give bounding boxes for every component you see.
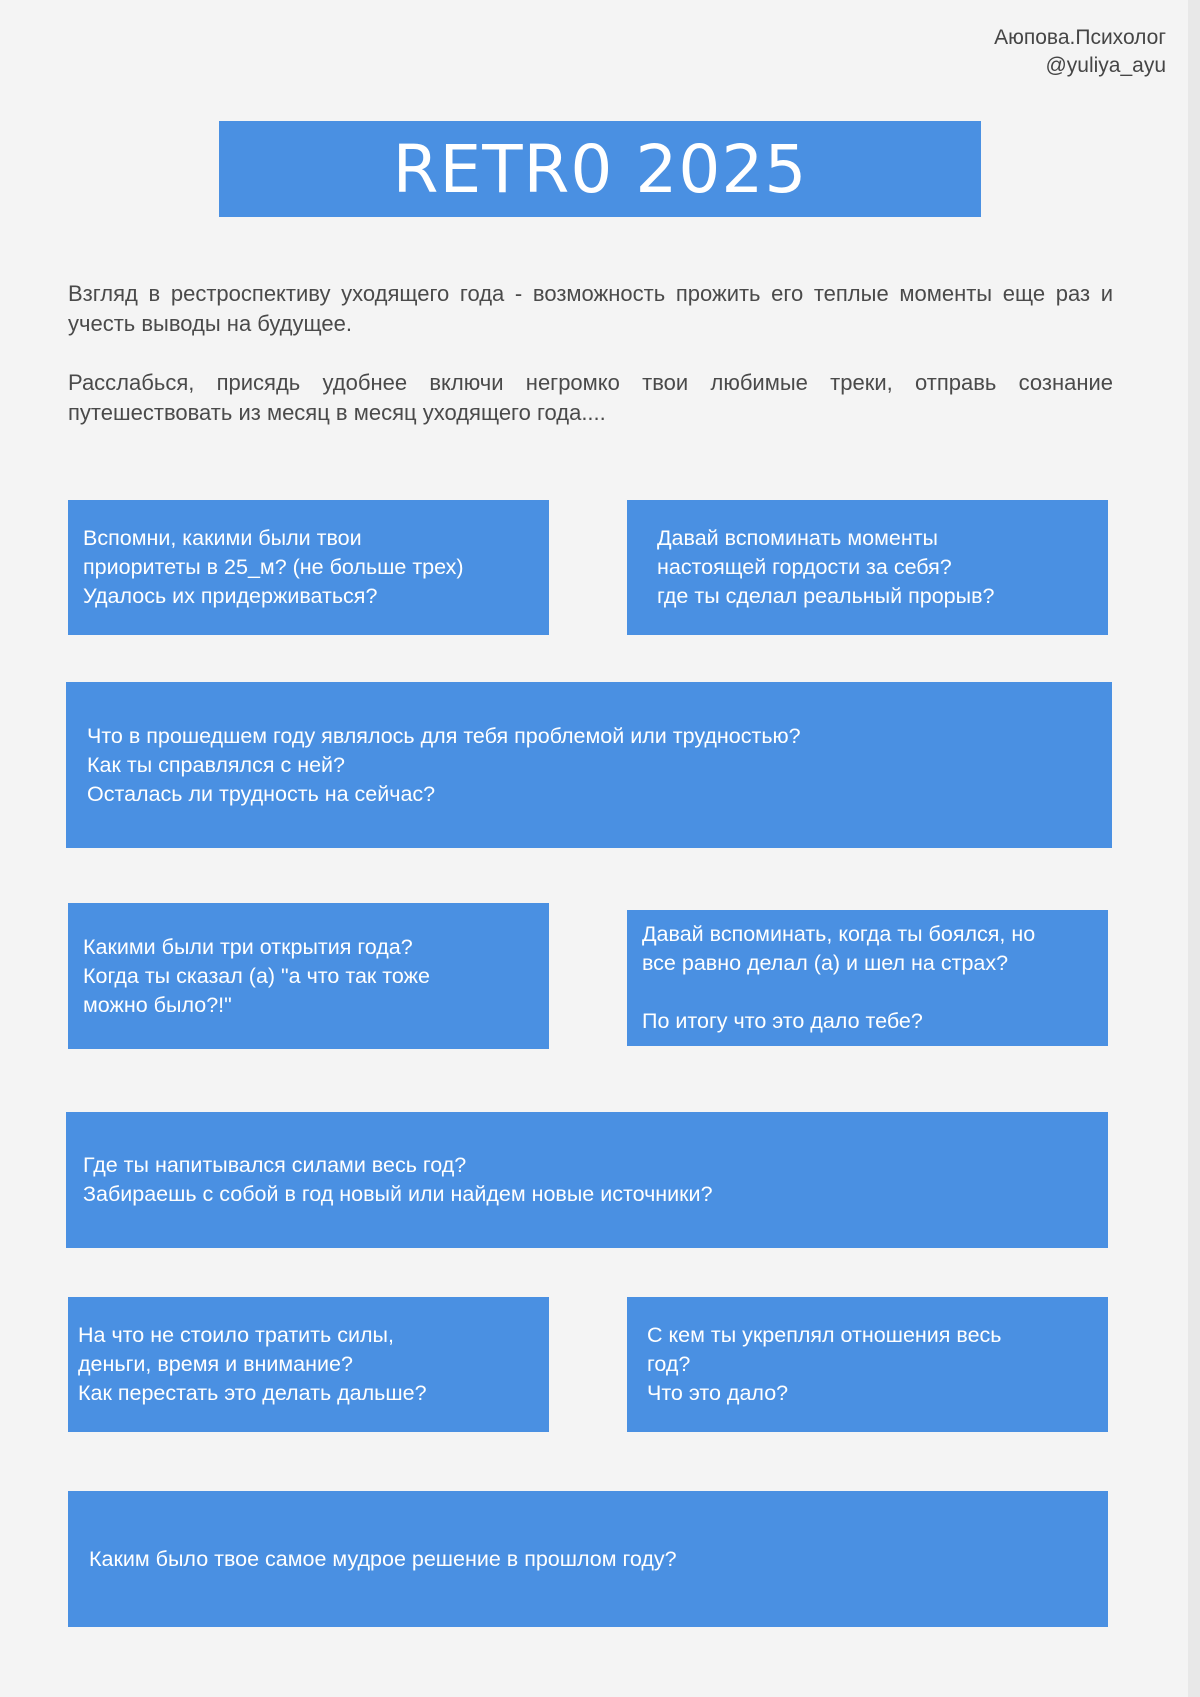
question-text: На что не стоило тратить силы, деньги, время и внимание? Как перестать это делать дальше?	[78, 1323, 427, 1405]
question-text: Вспомни, какими были твои приоритеты в 25_м? (не больше трех) Удалось их придерживаться?	[83, 526, 464, 608]
question-card-fear	[627, 910, 1108, 1046]
author-name: Аюпова.Психолог	[994, 26, 1166, 49]
question-text: С кем ты укреплял отношения весь год? Что это дало?	[647, 1323, 1002, 1405]
question-card-difficulty	[66, 682, 1112, 848]
question-text: Что в прошедшем году являлось для тебя проблемой или трудностью? Как ты справлялся с ней? Осталась ли трудность на сейчас?	[87, 723, 801, 806]
question-text: Какими были три открытия года? Когда ты сказал (а) "а что так тоже можно было?!"	[83, 934, 430, 1017]
question-card-pride	[627, 500, 1108, 635]
title-banner	[219, 121, 981, 217]
question-card-relations	[627, 1297, 1108, 1432]
question-text: Каким было твое самое мудрое решение в прошлом году?	[89, 1546, 677, 1571]
author-signature	[994, 24, 1166, 80]
page-title: RETR0 2025	[392, 130, 808, 208]
intro-paragraph-1: Взгляд в рестроспективу уходящего года - возможность прожить его теплые моменты еще раз и учесть выводы на будущее.	[68, 281, 1113, 336]
author-handle: @yuliya_ayu	[1045, 54, 1166, 77]
question-text: Давай вспоминать моменты настоящей гордости за себя? где ты сделал реальный прорыв?	[657, 526, 995, 608]
question-card-strength	[66, 1112, 1108, 1248]
question-card-discoveries	[68, 903, 549, 1049]
page-edge	[1188, 0, 1200, 1697]
question-card-waste	[68, 1297, 549, 1432]
question-card-priorities	[68, 500, 549, 635]
intro-paragraph-2: Расслабься, присядь удобнее включи негромко твои любимые треки, отправь сознание путешествовать из месяц в месяц уходящего года....	[68, 370, 1113, 425]
question-text: Давай вспоминать, когда ты боялся, но все равно делал (а) и шел на страх? По итогу что это дало тебе?	[642, 922, 1036, 1033]
question-text: Где ты напитывался силами весь год? Забираешь с собой в год новый или найдем новые источники?	[83, 1153, 713, 1206]
question-card-wisdom	[68, 1491, 1108, 1627]
